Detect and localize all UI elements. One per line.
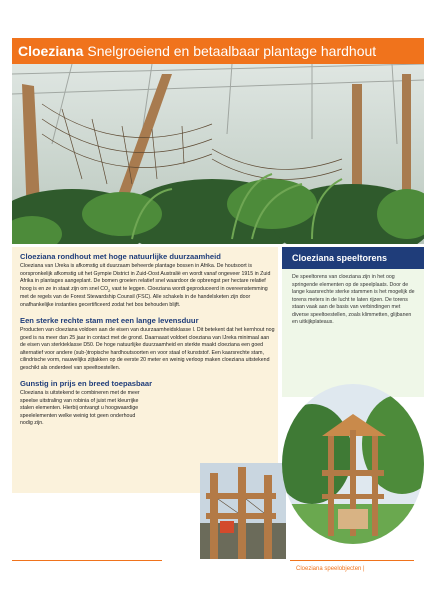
sidebar-body: De speeltorens van cloeziana zijn in het oog springende elementen op de speelplaats. Door de lange kaarsrechte sterke stammen is het mogelijk de torens meters in de lucht te laten rijzen. De torens staan vaak aan de basis van verbindingen met diverse speeltoestellen, zoals klimmetten, glijbanen en uitkijkplateaus.: [292, 274, 415, 325]
section-heading-prijs: Gunstig in prijs en breed toepasbaar: [20, 379, 153, 389]
photo-cloeziana-playtower: [282, 384, 424, 544]
footer-divider-left: [12, 560, 162, 561]
page-subtitle: Snelgroeiend en betaalbaar plantage hardhout: [87, 43, 377, 59]
hero-photo-greenhouse-playground: [12, 64, 424, 244]
sidebar-heading: Cloeziana speeltorens: [282, 247, 424, 269]
title-bar: [12, 38, 424, 64]
section-heading-levensduur: Een sterke rechte stam met een lange levensduur: [20, 316, 199, 326]
left-text-column: [20, 252, 276, 435]
photo-wooden-tower-closeup: [200, 463, 286, 559]
section-body-duurzaamheid: Cloeziana van IJreka is afkomstig uit duurzaam beheerde plantage bossen in Afrika. De houtsoort is oorspronkelijk afkomstig uit het Gympie District in Zuid-Oost Australië en wordt vanaf ongeveer 1915 in Zuid Afrika in plantages aangeplant. De bomen groeien relatief snel waardoor de opbrengst per hectare relatief hoog is en ze in staat zijn om snel $CO_2$ vast te leggen. Cloeziana wordt geproduceerd in overeenstemming met de regels van de Forest Stewardship Counsil (FSC). Alle schakels in de handelsketen zijn door onafhankelijke instanties gecertificeerd zodat het bos behouden blijft.: [20, 263, 271, 308]
brand-title: Cloeziana: [18, 43, 84, 59]
page-footer: Cloeziana speelobjecten |: [296, 566, 365, 572]
top-margin: [0, 0, 424, 12]
section-body-levensduur: Producten van cloeziana voldoen aan de eisen van duurzaamheidsklasse I. Dit betekent dat het kernhout nog goed is na meer dan 25 jaar in contact met de grond. Daarnaast voldoet cloeziana van IJreka minimaal aan de eisen van sterkteklasse D50. De hoge natuurlijke duurzaamheid en sterkte maakt cloeziana een goed alternatief voor andere (sub-)tropische hardhoutsoorten en voor staal of kunststof. Een kaarsrechte stam, cilindrische vorm, nauwelijks zijtakken op de eerste 20 meter en weinig verloop maken cloeziana uitstekend geschikt als onderdeel van speeltoestellen.: [20, 327, 275, 371]
section-body-prijs: Cloeziana is uitstekend te combineren met de meer speelse uitstraling van robinia of juist met kleurrijke stalen elementen. Hierbij ontvangt u hoogwaardige speelelementen welke weinig tot geen onderhoud nodig zijn.: [20, 390, 140, 427]
section-heading-duurzaamheid: Cloeziana rondhout met hoge natuurlijke duurzaamheid: [20, 252, 221, 261]
footer-divider: [290, 560, 414, 561]
